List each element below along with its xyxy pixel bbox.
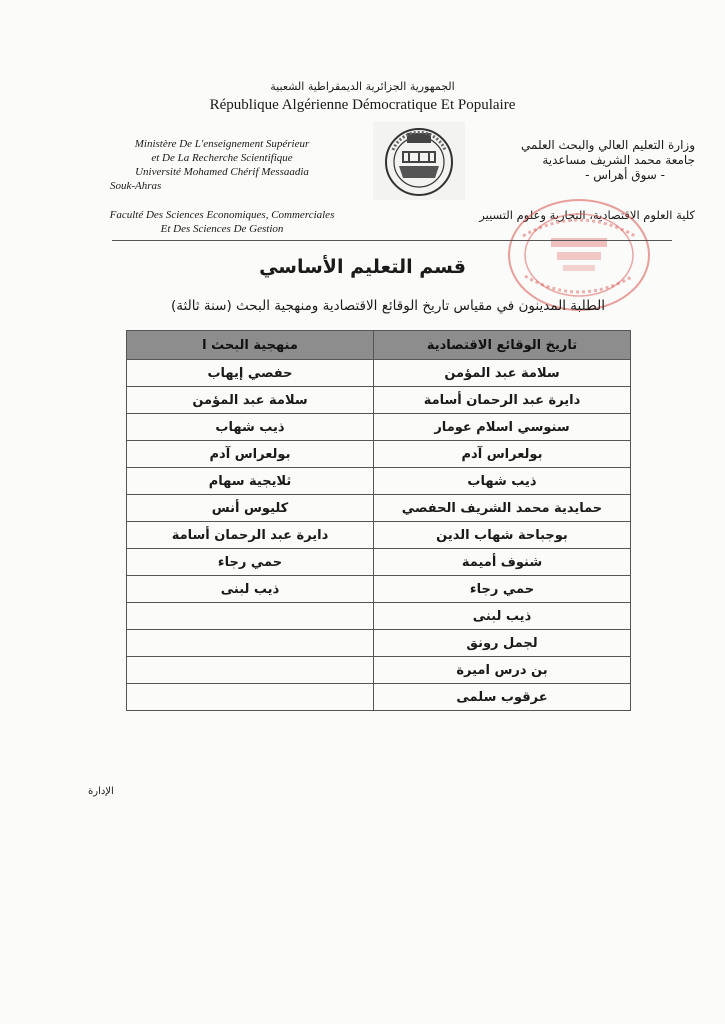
table-row bbox=[127, 495, 631, 522]
research-methodology-student-cell: حمي رجاء bbox=[127, 549, 374, 576]
city-line-ar: - سوق أهراس - bbox=[585, 168, 665, 182]
table-row bbox=[127, 576, 631, 603]
university-seal-icon bbox=[373, 122, 465, 200]
city-line: Souk-Ahras bbox=[110, 180, 162, 192]
faculty-block-french bbox=[82, 208, 362, 236]
economic-history-student-cell: لجمل رونق bbox=[374, 630, 631, 657]
economic-history-student-cell: سنوسي اسلام عومار bbox=[374, 414, 631, 441]
column-header-economic-history: تاريخ الوقائع الاقتصادية bbox=[374, 331, 631, 360]
table-row bbox=[127, 387, 631, 414]
table-row bbox=[127, 441, 631, 468]
economic-history-student-cell: بن درس اميرة bbox=[374, 657, 631, 684]
department-title: قسم التعليم الأساسي bbox=[259, 256, 466, 278]
table-row bbox=[127, 630, 631, 657]
economic-history-student-cell: ذيب لبنى bbox=[374, 603, 631, 630]
research-methodology-student-cell: بولعراس آدم bbox=[127, 441, 374, 468]
economic-history-student-cell: شنوف أميمة bbox=[374, 549, 631, 576]
economic-history-student-cell: بولعراس آدم bbox=[374, 441, 631, 468]
university-line-ar: جامعة محمد الشريف مساعدية bbox=[542, 153, 695, 167]
research-methodology-student-cell: كليوس أنس bbox=[127, 495, 374, 522]
table-row bbox=[127, 414, 631, 441]
table-row bbox=[127, 657, 631, 684]
economic-history-student-cell: حمايدية محمد الشريف الحفصي bbox=[374, 495, 631, 522]
ministry-line-ar: وزارة التعليم العالي والبحث العلمي bbox=[521, 138, 695, 152]
republic-name-french: République Algérienne Démocratique Et Populaire bbox=[209, 97, 516, 113]
research-methodology-student-cell: ذيب شهاب bbox=[127, 414, 374, 441]
research-methodology-student-cell bbox=[127, 630, 374, 657]
republic-name-arabic: الجمهورية الجزائرية الديمقراطية الشعبية bbox=[270, 80, 455, 93]
research-methodology-student-cell: دايرة عبد الرحمان أسامة bbox=[127, 522, 374, 549]
official-stamp-icon bbox=[505, 196, 653, 314]
economic-history-student-cell: دايرة عبد الرحمان أسامة bbox=[374, 387, 631, 414]
table-row bbox=[127, 603, 631, 630]
table-row bbox=[127, 468, 631, 495]
faculty-line: Faculté Des Sciences Economiques, Commerciales bbox=[109, 209, 335, 221]
university-line: Université Mohamed Chérif Messaadia bbox=[135, 166, 309, 178]
table-row bbox=[127, 684, 631, 711]
table-row bbox=[127, 549, 631, 576]
document-subtitle: الطلبة المدينون في مقياس تاريخ الوقائع الاقتصادية ومنهجية البحث (سنة ثالثة) bbox=[171, 298, 605, 314]
table-body bbox=[127, 360, 631, 711]
table-row bbox=[127, 522, 631, 549]
faculty-line: Et Des Sciences De Gestion bbox=[160, 223, 284, 235]
header-divider bbox=[112, 240, 672, 241]
research-methodology-student-cell: ثلايجية سهام bbox=[127, 468, 374, 495]
ministry-line: et De La Recherche Scientifique bbox=[151, 152, 293, 164]
research-methodology-student-cell bbox=[127, 657, 374, 684]
research-methodology-student-cell: سلامة عبد المؤمن bbox=[127, 387, 374, 414]
faculty-line-arabic: كلية العلوم الاقتصادية، التجارية وعلوم التسيير bbox=[479, 208, 695, 222]
research-methodology-student-cell bbox=[127, 684, 374, 711]
table-header-row bbox=[127, 331, 631, 360]
economic-history-student-cell: عرقوب سلمى bbox=[374, 684, 631, 711]
debtors-table bbox=[126, 330, 631, 711]
table-row bbox=[127, 360, 631, 387]
economic-history-student-cell: سلامة عبد المؤمن bbox=[374, 360, 631, 387]
economic-history-student-cell: بوجباحة شهاب الدين bbox=[374, 522, 631, 549]
column-header-research-methodology: منهجية البحث ا bbox=[127, 331, 374, 360]
ministry-block-arabic bbox=[435, 138, 695, 183]
ministry-block-french bbox=[82, 137, 362, 193]
administration-signature: الإدارة bbox=[88, 786, 114, 797]
economic-history-student-cell: حمي رجاء bbox=[374, 576, 631, 603]
ministry-line: Ministère De L'enseignement Supérieur bbox=[134, 138, 310, 150]
research-methodology-student-cell: حفصي إيهاب bbox=[127, 360, 374, 387]
economic-history-student-cell: ذيب شهاب bbox=[374, 468, 631, 495]
research-methodology-student-cell bbox=[127, 603, 374, 630]
research-methodology-student-cell: ذيب لبنى bbox=[127, 576, 374, 603]
